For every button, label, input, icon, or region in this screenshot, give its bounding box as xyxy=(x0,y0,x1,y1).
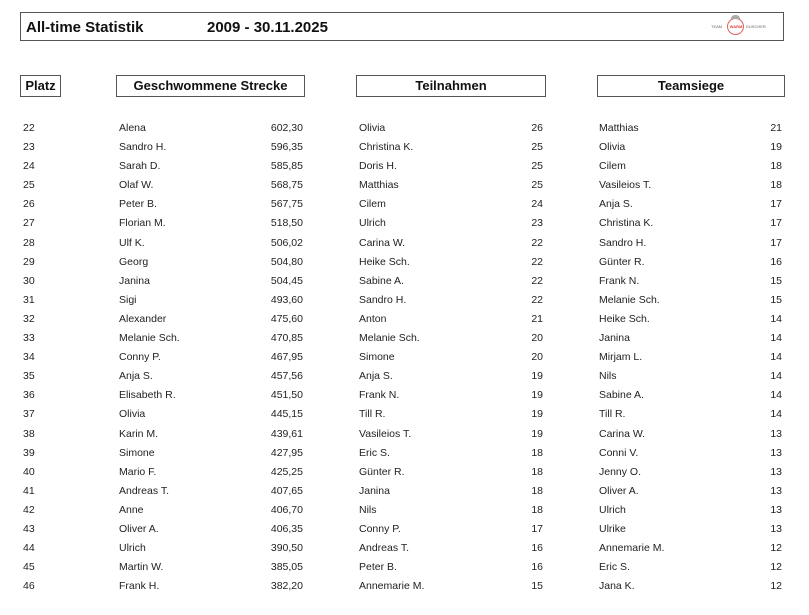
person-name: Peter B. xyxy=(359,561,397,574)
person-name: Eric S. xyxy=(599,561,630,574)
person-name: Conni V. xyxy=(599,446,639,459)
stat-value: 21 xyxy=(770,122,782,134)
person-name: Janina xyxy=(359,484,390,497)
teilnahmen-row xyxy=(359,195,543,214)
person-name: Heike Sch. xyxy=(599,312,650,325)
person-name: Matthias xyxy=(359,179,399,192)
person-name: Olivia xyxy=(359,122,386,134)
person-name: Mirjam L. xyxy=(599,351,643,364)
stat-value: 14 xyxy=(770,351,782,364)
rank-cell: 26 xyxy=(23,198,35,211)
person-name: Peter B. xyxy=(119,198,157,211)
teilnahmen-row xyxy=(359,386,543,405)
teilnahmen-row xyxy=(359,214,543,233)
stat-value: 15 xyxy=(531,580,543,593)
person-name: Conny P. xyxy=(119,351,161,364)
person-name: Doris H. xyxy=(359,160,397,173)
header-platz: Platz xyxy=(20,75,61,97)
person-name: Florian M. xyxy=(119,217,166,230)
teamsiege-row xyxy=(599,482,782,501)
person-name: Nils xyxy=(599,370,617,383)
person-name: Sabine A. xyxy=(359,274,404,287)
rank-cell: 37 xyxy=(23,408,35,421)
teamsiege-row xyxy=(599,558,782,577)
person-name: Georg xyxy=(119,255,149,268)
stat-value: 18 xyxy=(770,160,782,173)
person-name: Ulf K. xyxy=(119,236,145,249)
person-name: Melanie Sch. xyxy=(599,293,660,306)
strecke-row xyxy=(119,520,303,539)
teilnahmen-row xyxy=(359,176,543,195)
person-name: Vasileios T. xyxy=(359,427,412,440)
strecke-row xyxy=(119,463,303,482)
teamsiege-row xyxy=(599,176,782,195)
rank-cell: 32 xyxy=(23,312,35,325)
person-name: Christina K. xyxy=(359,141,414,154)
teamsiege-row xyxy=(599,539,782,558)
person-name: Cilem xyxy=(599,160,626,173)
rank-cell: 28 xyxy=(23,236,35,249)
stat-value: 568,75 xyxy=(270,179,303,192)
stat-value: 13 xyxy=(770,446,782,459)
person-name: Ulrich xyxy=(599,503,626,516)
teamsiege-row xyxy=(599,272,782,291)
stat-value: 20 xyxy=(531,332,543,345)
strecke-row xyxy=(119,367,303,386)
teamsiege-row xyxy=(599,367,782,386)
person-name: Frank N. xyxy=(599,274,640,287)
stat-value: 18 xyxy=(770,179,782,192)
teamsiege-row xyxy=(599,520,782,539)
strecke-row xyxy=(119,501,303,520)
person-name: Cilem xyxy=(359,198,386,211)
rank-cell: 35 xyxy=(23,370,35,383)
stat-value: 15 xyxy=(770,293,782,306)
teilnahmen-row xyxy=(359,291,543,310)
teamsiege-row xyxy=(599,444,782,463)
teamsiege-row xyxy=(599,119,782,138)
stat-value: 457,56 xyxy=(270,370,303,383)
rank-cell: 23 xyxy=(23,141,35,154)
stat-value: 425,25 xyxy=(270,465,303,478)
stat-value: 17 xyxy=(531,522,543,535)
teilnahmen-row xyxy=(359,138,543,157)
teilnahmen-row xyxy=(359,425,543,444)
rank-cell: 40 xyxy=(23,465,35,478)
strecke-column xyxy=(119,119,303,596)
header-teilnahmen: Teilnahmen xyxy=(356,75,546,97)
team-logo xyxy=(697,15,787,39)
person-name: Anja S. xyxy=(599,198,633,211)
stat-value: 18 xyxy=(531,465,543,478)
teilnahmen-row xyxy=(359,482,543,501)
stat-value: 13 xyxy=(770,465,782,478)
teamsiege-row xyxy=(599,138,782,157)
stat-value: 14 xyxy=(770,312,782,325)
teilnahmen-row xyxy=(359,272,543,291)
person-name: Anja S. xyxy=(359,370,393,383)
strecke-row xyxy=(119,272,303,291)
person-name: Olivia xyxy=(119,408,146,421)
stat-value: 602,30 xyxy=(270,122,303,134)
logo-text-warm: WARM xyxy=(729,24,743,29)
stat-value: 445,15 xyxy=(270,408,303,421)
person-name: Till R. xyxy=(359,408,386,421)
rank-cell: 31 xyxy=(23,293,35,306)
stat-value: 23 xyxy=(531,217,543,230)
rank-cell: 34 xyxy=(23,351,35,364)
person-name: Annemarie M. xyxy=(359,580,425,593)
person-name: Janina xyxy=(599,332,630,345)
rank-cell: 25 xyxy=(23,179,35,192)
stat-value: 382,20 xyxy=(270,580,303,593)
teamsiege-row xyxy=(599,348,782,367)
stat-value: 406,70 xyxy=(270,503,303,516)
stat-value: 19 xyxy=(770,141,782,154)
rank-cell: 45 xyxy=(23,561,35,574)
teilnahmen-row xyxy=(359,577,543,596)
stat-value: 20 xyxy=(531,351,543,364)
strecke-row xyxy=(119,558,303,577)
teamsiege-row xyxy=(599,291,782,310)
person-name: Eric S. xyxy=(359,446,390,459)
stat-value: 18 xyxy=(531,484,543,497)
stat-value: 385,05 xyxy=(270,561,303,574)
person-name: Anja S. xyxy=(119,370,153,383)
teamsiege-row xyxy=(599,501,782,520)
teamsiege-column xyxy=(599,119,782,596)
person-name: Andreas T. xyxy=(119,484,170,497)
stat-value: 439,61 xyxy=(270,427,303,440)
teamsiege-row xyxy=(599,463,782,482)
person-name: Jana K. xyxy=(599,580,635,593)
teamsiege-row xyxy=(599,577,782,596)
person-name: Simone xyxy=(119,446,155,459)
stat-value: 451,50 xyxy=(270,389,303,402)
date-range: 2009 - 30.11.2025 xyxy=(207,19,328,36)
person-name: Andreas T. xyxy=(359,542,410,555)
stat-value: 14 xyxy=(770,408,782,421)
strecke-row xyxy=(119,444,303,463)
person-name: Annemarie M. xyxy=(599,542,665,555)
teilnahmen-row xyxy=(359,329,543,348)
header-teamsiege: Teamsiege xyxy=(597,75,785,97)
rank-cell: 46 xyxy=(23,580,35,593)
person-name: Simone xyxy=(359,351,395,364)
person-name: Oliver A. xyxy=(599,484,639,497)
stat-value: 19 xyxy=(531,408,543,421)
stat-value: 14 xyxy=(770,332,782,345)
stat-value: 19 xyxy=(531,370,543,383)
stat-value: 22 xyxy=(531,293,543,306)
rank-cell: 38 xyxy=(23,427,35,440)
stat-value: 17 xyxy=(770,236,782,249)
stat-value: 14 xyxy=(770,370,782,383)
person-name: Sigi xyxy=(119,293,137,306)
rank-cell: 30 xyxy=(23,274,35,287)
stat-value: 13 xyxy=(770,522,782,535)
teilnahmen-row xyxy=(359,444,543,463)
stat-value: 467,95 xyxy=(270,351,303,364)
stat-value: 504,80 xyxy=(270,255,303,268)
rank-cell: 33 xyxy=(23,332,35,345)
teamsiege-row xyxy=(599,195,782,214)
stat-value: 13 xyxy=(770,484,782,497)
strecke-row xyxy=(119,425,303,444)
teilnahmen-row xyxy=(359,157,543,176)
stat-value: 567,75 xyxy=(270,198,303,211)
teamsiege-row xyxy=(599,310,782,329)
person-name: Sandro H. xyxy=(119,141,167,154)
stat-value: 17 xyxy=(770,198,782,211)
strecke-row xyxy=(119,291,303,310)
stat-value: 12 xyxy=(770,542,782,555)
teilnahmen-row xyxy=(359,119,543,138)
person-name: Carina W. xyxy=(359,236,406,249)
stat-value: 470,85 xyxy=(270,332,303,345)
stat-value: 25 xyxy=(531,160,543,173)
stat-value: 596,35 xyxy=(270,141,303,154)
person-name: Ulrike xyxy=(599,522,626,535)
person-name: Jenny O. xyxy=(599,465,642,478)
person-name: Sarah D. xyxy=(119,160,161,173)
stat-value: 18 xyxy=(531,446,543,459)
stat-value: 25 xyxy=(531,141,543,154)
stat-value: 18 xyxy=(531,503,543,516)
strecke-row xyxy=(119,539,303,558)
person-name: Günter R. xyxy=(599,255,645,268)
rank-cell: 41 xyxy=(23,484,35,497)
teilnahmen-row xyxy=(359,539,543,558)
strecke-row xyxy=(119,310,303,329)
stat-value: 26 xyxy=(531,122,543,134)
person-name: Sandro H. xyxy=(599,236,647,249)
strecke-row xyxy=(119,482,303,501)
strecke-row xyxy=(119,253,303,272)
person-name: Oliver A. xyxy=(119,522,159,535)
stat-value: 406,35 xyxy=(270,522,303,535)
stat-value: 16 xyxy=(531,561,543,574)
person-name: Olaf W. xyxy=(119,179,154,192)
stat-value: 15 xyxy=(770,274,782,287)
person-name: Carina W. xyxy=(599,427,646,440)
teilnahmen-row xyxy=(359,463,543,482)
teamsiege-row xyxy=(599,329,782,348)
strecke-row xyxy=(119,176,303,195)
teilnahmen-row xyxy=(359,558,543,577)
rank-cell: 36 xyxy=(23,389,35,402)
stat-value: 22 xyxy=(531,274,543,287)
rank-cell: 22 xyxy=(23,122,35,134)
person-name: Heike Sch. xyxy=(359,255,410,268)
person-name: Ulrich xyxy=(359,217,386,230)
teamsiege-row xyxy=(599,214,782,233)
stat-value: 24 xyxy=(531,198,543,211)
stat-value: 12 xyxy=(770,580,782,593)
strecke-row xyxy=(119,329,303,348)
stat-value: 427,95 xyxy=(270,446,303,459)
person-name: Matthias xyxy=(599,122,639,134)
rank-cell: 42 xyxy=(23,503,35,516)
strecke-row xyxy=(119,138,303,157)
person-name: Anne xyxy=(119,503,144,516)
person-name: Anton xyxy=(359,312,387,325)
page-title: All-time Statistik xyxy=(26,19,144,36)
person-name: Sabine A. xyxy=(599,389,644,402)
teilnahmen-row xyxy=(359,367,543,386)
person-name: Mario F. xyxy=(119,465,157,478)
person-name: Till R. xyxy=(599,408,626,421)
teamsiege-row xyxy=(599,386,782,405)
rank-cell: 44 xyxy=(23,542,35,555)
stat-value: 504,45 xyxy=(270,274,303,287)
stat-value: 19 xyxy=(531,427,543,440)
stat-value: 25 xyxy=(531,179,543,192)
title-box xyxy=(20,12,784,41)
person-name: Melanie Sch. xyxy=(359,332,420,345)
person-name: Frank H. xyxy=(119,580,160,593)
person-name: Alexander xyxy=(119,312,167,325)
person-name: Elisabeth R. xyxy=(119,389,176,402)
person-name: Karin M. xyxy=(119,427,159,440)
teilnahmen-column xyxy=(359,119,543,596)
teilnahmen-row xyxy=(359,348,543,367)
person-name: Melanie Sch. xyxy=(119,332,180,345)
strecke-row xyxy=(119,195,303,214)
strecke-row xyxy=(119,157,303,176)
person-name: Conny P. xyxy=(359,522,401,535)
rank-cell: 27 xyxy=(23,217,35,230)
stat-value: 475,60 xyxy=(270,312,303,325)
teilnahmen-row xyxy=(359,234,543,253)
person-name: Vasileios T. xyxy=(599,179,652,192)
stat-value: 22 xyxy=(531,236,543,249)
stat-value: 21 xyxy=(531,312,543,325)
teamsiege-row xyxy=(599,425,782,444)
teamsiege-row xyxy=(599,253,782,272)
person-name: Janina xyxy=(119,274,150,287)
strecke-row xyxy=(119,214,303,233)
teamsiege-row xyxy=(599,405,782,424)
stat-value: 13 xyxy=(770,427,782,440)
stat-value: 22 xyxy=(531,255,543,268)
logo-text-duscher: DUSCHER xyxy=(746,24,766,29)
person-name: Olivia xyxy=(599,141,626,154)
strecke-row xyxy=(119,386,303,405)
stat-value: 16 xyxy=(770,255,782,268)
logo-text-team: TEAM xyxy=(711,24,723,29)
teilnahmen-row xyxy=(359,501,543,520)
stat-value: 407,65 xyxy=(270,484,303,497)
stat-value: 19 xyxy=(531,389,543,402)
person-name: Ulrich xyxy=(119,542,146,555)
rank-cell: 43 xyxy=(23,522,35,535)
platz-column xyxy=(23,119,63,596)
teilnahmen-row xyxy=(359,253,543,272)
stat-value: 17 xyxy=(770,217,782,230)
rank-cell: 29 xyxy=(23,255,35,268)
person-name: Sandro H. xyxy=(359,293,407,306)
teamsiege-row xyxy=(599,157,782,176)
person-name: Christina K. xyxy=(599,217,654,230)
person-name: Nils xyxy=(359,503,377,516)
header-strecke: Geschwommene Strecke xyxy=(116,75,305,97)
strecke-row xyxy=(119,234,303,253)
person-name: Frank N. xyxy=(359,389,400,402)
strecke-row xyxy=(119,119,303,138)
stat-value: 12 xyxy=(770,561,782,574)
person-name: Günter R. xyxy=(359,465,405,478)
teamsiege-row xyxy=(599,234,782,253)
stat-value: 16 xyxy=(531,542,543,555)
strecke-row xyxy=(119,405,303,424)
teilnahmen-row xyxy=(359,405,543,424)
strecke-row xyxy=(119,348,303,367)
stat-value: 585,85 xyxy=(270,160,303,173)
stat-value: 14 xyxy=(770,389,782,402)
stat-value: 493,60 xyxy=(270,293,303,306)
stat-value: 518,50 xyxy=(270,217,303,230)
teilnahmen-row xyxy=(359,310,543,329)
stat-value: 506,02 xyxy=(270,236,303,249)
rank-cell: 39 xyxy=(23,446,35,459)
person-name: Martin W. xyxy=(119,561,164,574)
stat-value: 13 xyxy=(770,503,782,516)
person-name: Alena xyxy=(119,122,146,134)
stat-value: 390,50 xyxy=(270,542,303,555)
teilnahmen-row xyxy=(359,520,543,539)
strecke-row xyxy=(119,577,303,596)
rank-cell: 24 xyxy=(23,160,35,173)
